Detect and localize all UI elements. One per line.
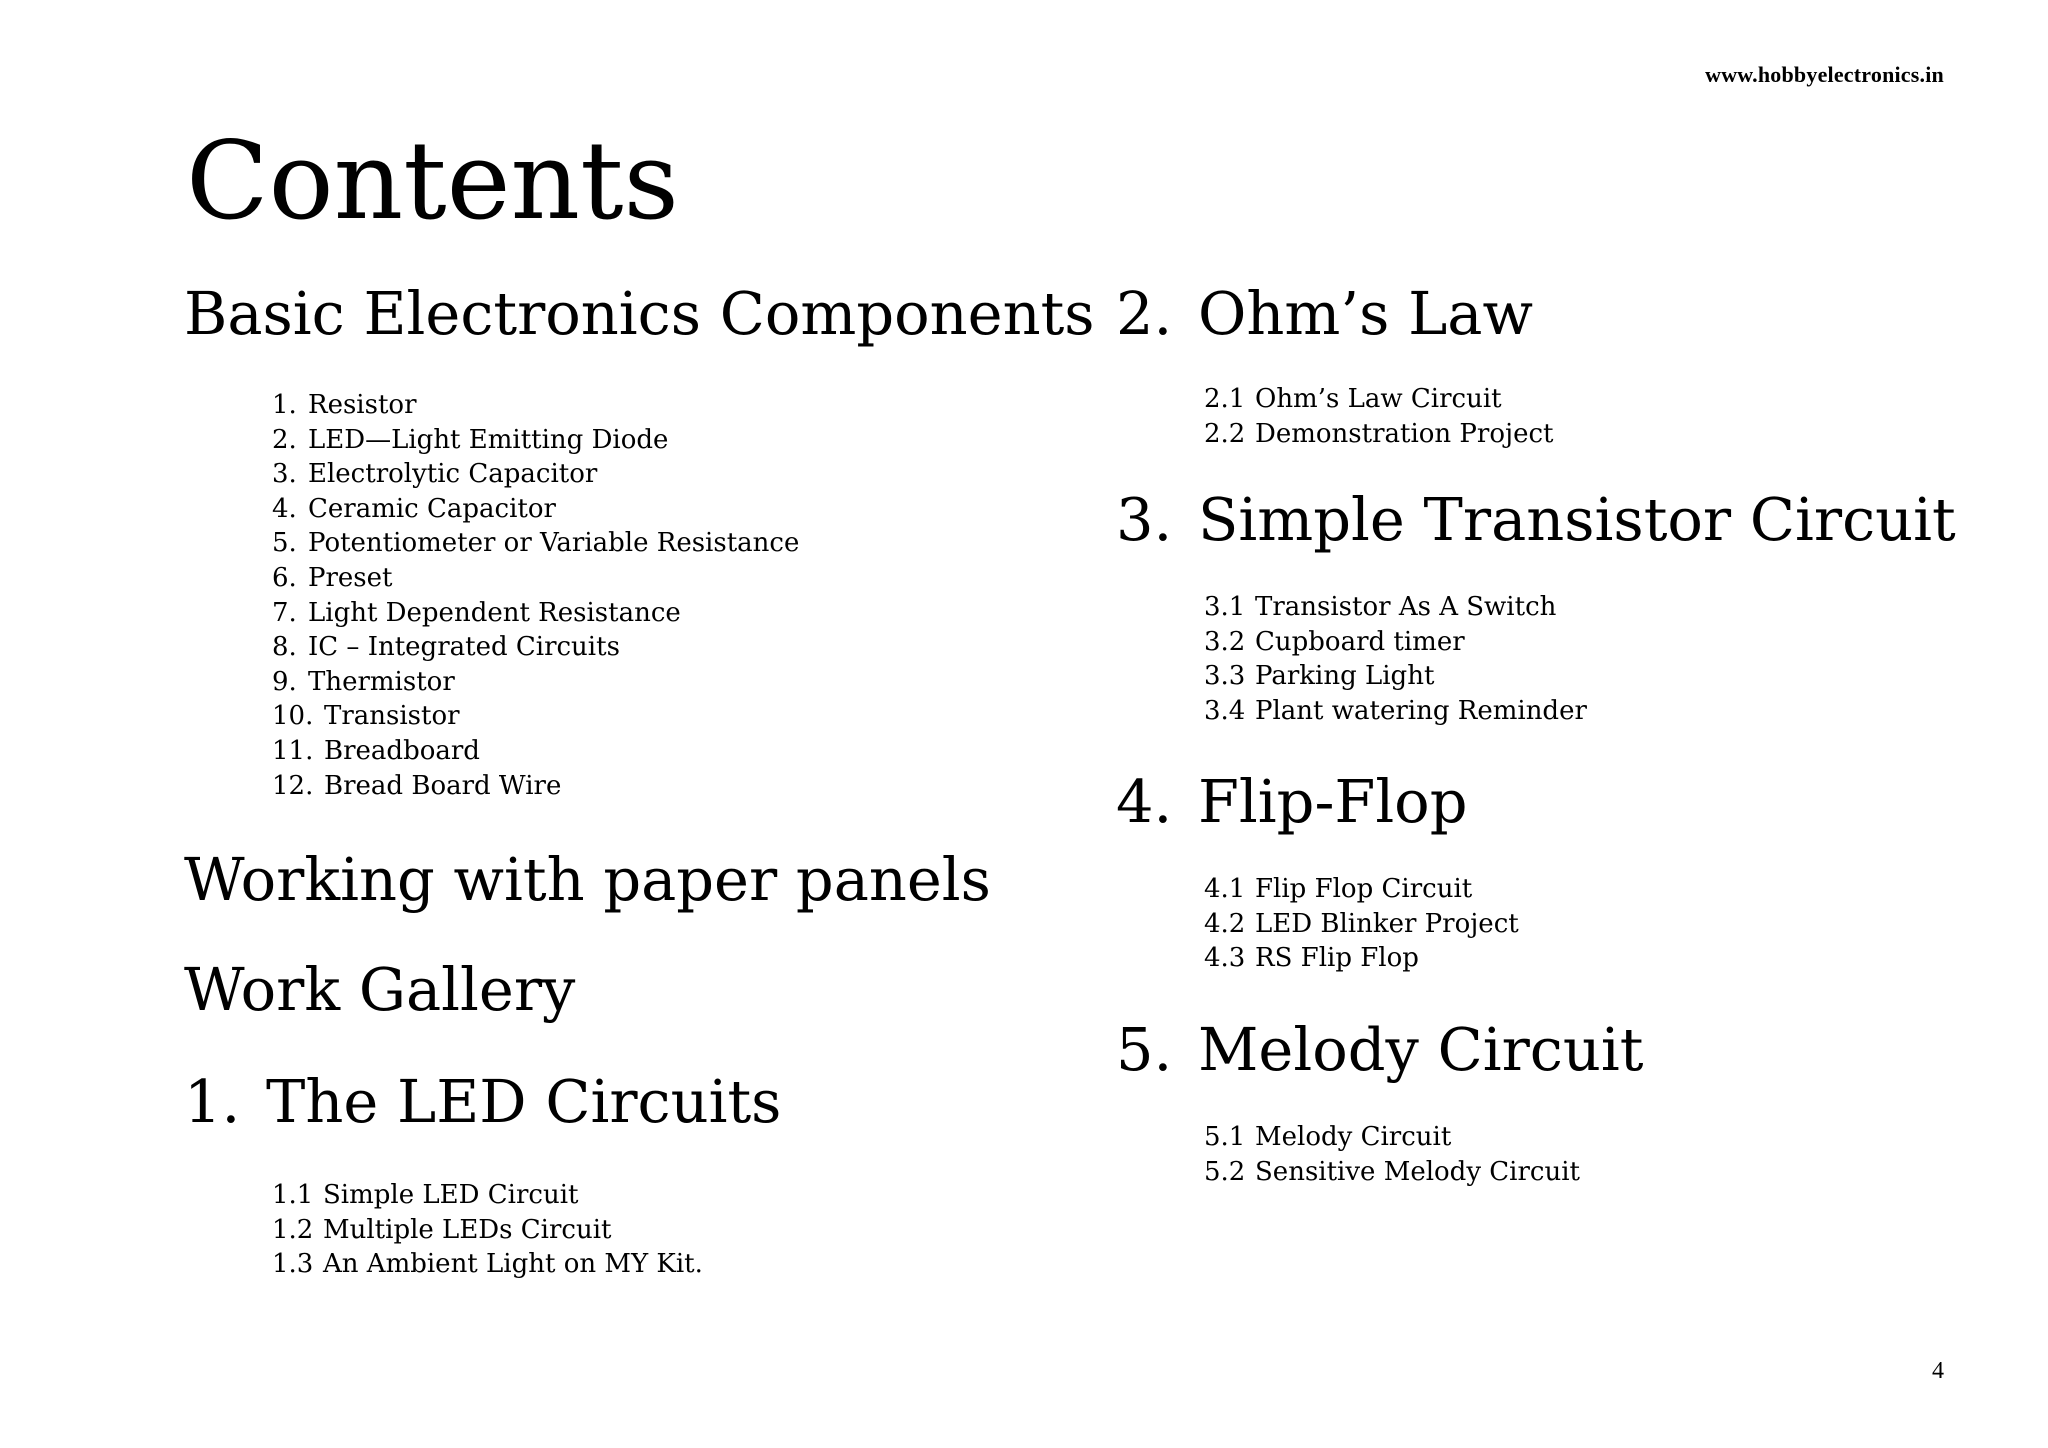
list-item: 4.1 Flip Flop Circuit bbox=[1204, 874, 1473, 904]
list-item: 5. Potentiometer or Variable Resistance bbox=[272, 528, 800, 559]
melody-circuit-list bbox=[1204, 1120, 1580, 1189]
list-item: 5.2 Sensitive Melody Circuit bbox=[1204, 1156, 1580, 1187]
list-item: 3.4 Plant watering Reminder bbox=[1204, 695, 1587, 726]
list-item: 9. Thermistor bbox=[272, 666, 455, 697]
flip-flop-list bbox=[1204, 872, 1519, 976]
section-heading-melody-circuit: 5. Melody Circuit bbox=[1116, 1015, 1644, 1084]
basic-components-list bbox=[272, 388, 799, 803]
list-item: 2.2 Demonstration Project bbox=[1204, 418, 1554, 449]
list-item: 4. Ceramic Capacitor bbox=[272, 493, 556, 524]
list-item: 3.2 Cupboard timer bbox=[1204, 626, 1465, 657]
list-item: 2.1 Ohm’s Law Circuit bbox=[1204, 384, 1502, 414]
list-item: 3. Electrolytic Capacitor bbox=[272, 459, 598, 490]
section-heading-basic-components: Basic Electronics Components bbox=[184, 279, 1095, 348]
list-item: 8. IC – Integrated Circuits bbox=[272, 632, 620, 663]
section-heading-ohms-law: 2. Ohm’s Law bbox=[1116, 279, 1533, 348]
list-item: 1.2 Multiple LEDs Circuit bbox=[272, 1214, 612, 1245]
list-item: 11. Breadboard bbox=[272, 735, 480, 766]
page-number: 4 bbox=[1932, 1358, 1944, 1384]
list-item: 1.1 Simple LED Circuit bbox=[272, 1180, 579, 1210]
list-item: 12. Bread Board Wire bbox=[272, 770, 562, 801]
page-title: Contents bbox=[186, 119, 679, 244]
list-item: 4.2 LED Blinker Project bbox=[1204, 908, 1519, 939]
list-item: 1. Resistor bbox=[272, 390, 417, 420]
list-item: 3.3 Parking Light bbox=[1204, 661, 1435, 692]
led-circuits-list bbox=[272, 1178, 703, 1282]
list-item: 2. LED—Light Emitting Diode bbox=[272, 424, 669, 455]
list-item: 5.1 Melody Circuit bbox=[1204, 1122, 1452, 1152]
section-heading-work-gallery: Work Gallery bbox=[184, 955, 576, 1024]
list-item: 6. Preset bbox=[272, 562, 393, 593]
list-item: 7. Light Dependent Resistance bbox=[272, 597, 681, 628]
list-item: 3.1 Transistor As A Switch bbox=[1204, 592, 1557, 622]
ohms-law-list bbox=[1204, 382, 1553, 451]
section-heading-led-circuits: 1. The LED Circuits bbox=[184, 1067, 782, 1136]
section-heading-paper-panels: Working with paper panels bbox=[184, 845, 991, 914]
list-item: 4.3 RS Flip Flop bbox=[1204, 943, 1419, 974]
list-item: 10. Transistor bbox=[272, 701, 460, 732]
transistor-circuit-list bbox=[1204, 590, 1587, 728]
website-header: www.hobbyelectronics.in bbox=[1705, 62, 1944, 87]
list-item: 1.3 An Ambient Light on MY Kit. bbox=[272, 1249, 703, 1280]
section-heading-flip-flop: 4. Flip-Flop bbox=[1116, 767, 1468, 836]
section-heading-transistor-circuit: 3. Simple Transistor Circuit bbox=[1116, 485, 1956, 554]
